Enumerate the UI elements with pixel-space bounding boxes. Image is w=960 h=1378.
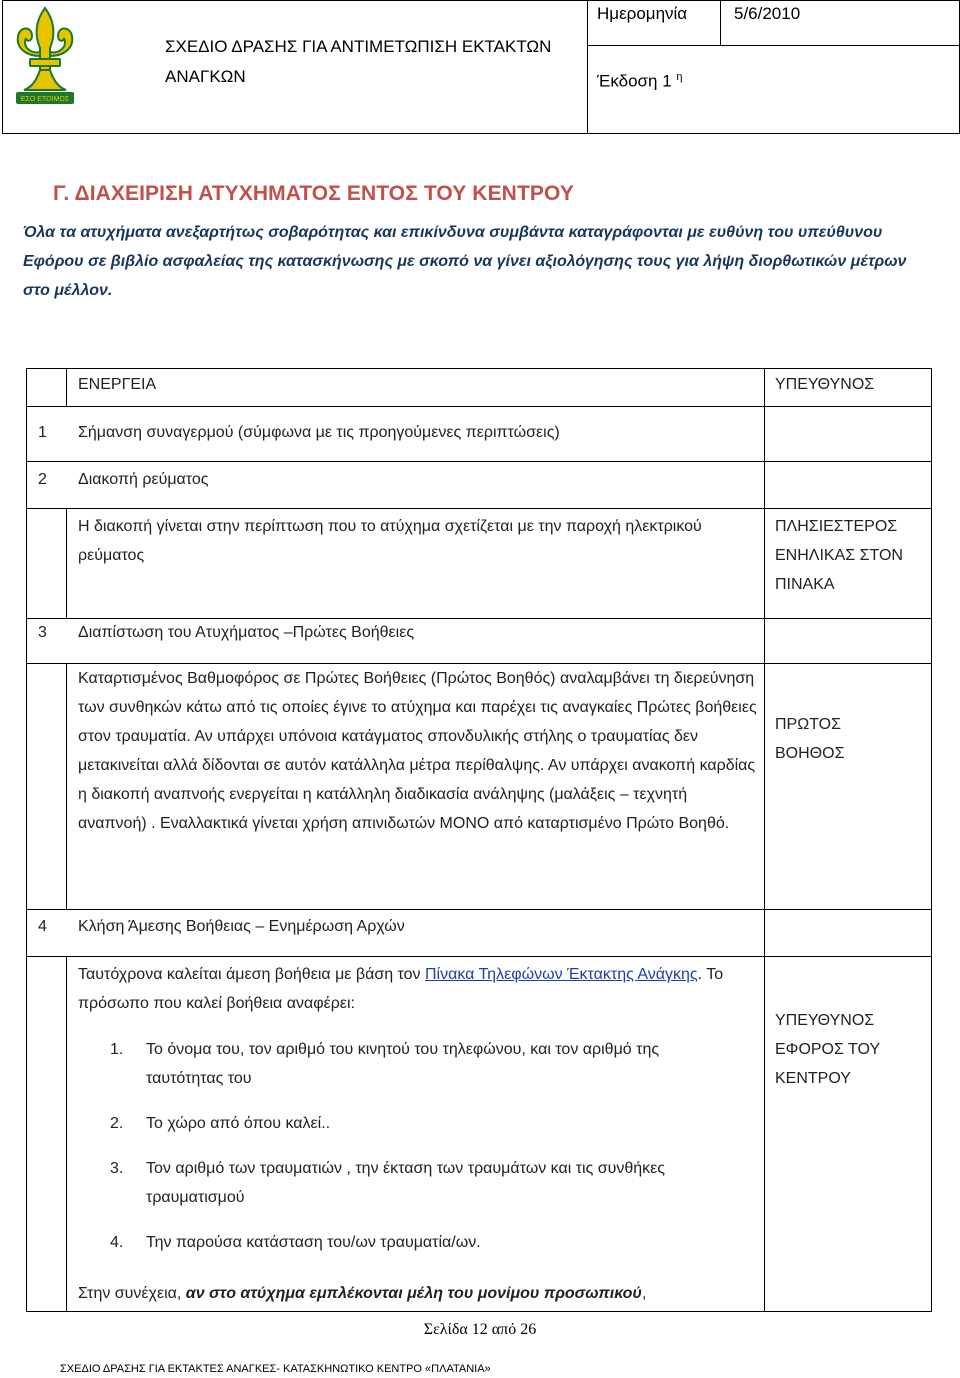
edition-text: Έκδοση 1 [597, 71, 672, 91]
list-item [110, 1035, 730, 1093]
row-action: Κλήση Άμεσης Βοήθειας – Ενημέρωση Αρχών [78, 918, 405, 935]
detail-text: . Το πρόσωπο που καλεί βοήθεια αναφέρει: [78, 966, 724, 1012]
column-header-action: ΕΝΕΡΓΕΙΑ [78, 376, 157, 393]
detail-text: Στην συνέχεια, [78, 1285, 186, 1302]
row-detail: Καταρτισμένος Βαθμοφόρος σε Πρώτες Βοήθειες (Πρώτος Βοηθός) αναλαμβάνει τη διερεύνηση των συνθηκών κάτω από τις οποίες έγινε το ατύχημα και παρέχει τις αναγκαίες Πρώτες βοήθειες στον τραυματία. Αν υπάρχει υπόνοια κατάγματος σπονδυλικής στήλης ο τραυματίας δεν μετακινείται αλλά δίδονται σε αυτόν κατάλληλα μέτρα περίθαλψης. Αν υπάρχει ανακοπή καρδίας η διακοπή αναπνοής ενεργείται η κατάλληλη διαδικασία ανάληψης (μαλάξεις – τεχνητή αναπνοή) . Εναλλακτικά γίνεται χρήση απινιδωτών ΜΟΝΟ από καταρτισμένο Πρώτο Βοηθό. [78, 670, 757, 832]
detail-text: , [641, 1285, 647, 1302]
list-item-number: 4. [110, 1234, 124, 1251]
list-item [110, 1109, 730, 1138]
list-item-text: Το χώρο από όπου καλεί.. [146, 1115, 331, 1132]
row-number: 3 [38, 624, 47, 641]
page-number: Σελίδα 12 από 26 [423, 1321, 537, 1338]
list-item [110, 1154, 730, 1212]
emergency-phones-link[interactable]: Πίνακα Τηλεφώνων Έκτακτης Ανάγκης [425, 966, 698, 983]
row-responsible: ΠΛΗΣΙΕΣΤΕΡΟΣ ΕΝΗΛΙΚΑΣ ΣΤΟΝ ΠΙΝΑΚΑ [775, 518, 903, 593]
row-number: 2 [38, 471, 47, 488]
scout-fleur-de-lis-logo [10, 4, 80, 108]
list-item-text: Το όνομα του, τον αριθμό του κινητού του τηλεφώνου, και τον αριθμό της ταυτότητας του [146, 1041, 660, 1087]
emphasis-text: αν στο ατύχημα εμπλέκονται μέλη του μονίμου προσωπικού [185, 1285, 642, 1302]
detail-text: Ταυτόχρονα καλείται άμεση βοήθεια με βάση τον [78, 966, 425, 983]
list-item-number: 2. [110, 1115, 124, 1132]
row-action: Διαπίστωση του Ατυχήματος –Πρώτες Βοήθειες [78, 624, 415, 641]
footer-document-title: ΣΧΕΔΙΟ ΔΡΑΣΗΣ ΓΙΑ ΕΚΤΑΚΤΕΣ ΑΝΑΓΚΕΣ- ΚΑΤΑΣΚΗΝΩΤΙΚΟ ΚΕΝΤΡΟ «ΠΛΑΤΑΝΙΑ» [60, 1363, 491, 1375]
column-header-responsible: ΥΠΕΥΘΥΝΟΣ [775, 376, 875, 393]
date-label: Ημερομηνία [597, 4, 688, 23]
edition-label [597, 71, 683, 92]
report-steps-list [110, 1035, 730, 1257]
list-item-number: 3. [110, 1160, 124, 1177]
date-value: 5/6/2010 [734, 4, 801, 23]
row-detail: Η διακοπή γίνεται στην περίπτωση που το ατύχημα σχετίζεται με την παροχή ηλεκτρικού ρεύματος [78, 518, 702, 564]
list-item-text: Την παρούσα κατάσταση του/ων τραυματία/ων. [146, 1234, 481, 1251]
actions-table [26, 368, 932, 1312]
row-continuation [78, 1279, 758, 1308]
document-title: ΣΧΕΔΙΟ ΔΡΑΣΗΣ ΓΙΑ ΑΝΤΙΜΕΤΩΠΙΣΗ ΕΚΤΑΚΤΩΝ ΑΝΑΓΚΩΝ [165, 37, 552, 86]
section-title: Γ. ΔΙΑΧΕΙΡΙΣΗ ΑΤΥΧΗΜΑΤΟΣ ΕΝΤΟΣ ΤΟΥ ΚΕΝΤΡΟΥ [53, 182, 574, 205]
row-number: 1 [38, 424, 47, 441]
row-action: Σήμανση συναγερμού (σύμφωνα με τις προηγούμενες περιπτώσεις) [78, 424, 560, 441]
logo-motto: ΕΣΟ ΕΤΟΙΜΟΣ [20, 96, 70, 103]
list-item-text: Τον αριθμό των τραυματιών , την έκταση των τραυμάτων και τις συνθήκες τραυματισμού [146, 1160, 666, 1206]
row-detail [78, 960, 748, 1018]
row-action: Διακοπή ρεύματος [78, 471, 209, 488]
list-item [110, 1228, 730, 1257]
row-responsible: ΠΡΩΤΟΣ ΒΟΗΘΟΣ [775, 716, 845, 762]
row-number: 4 [38, 918, 47, 935]
row-responsible: ΥΠΕΥΘΥΝΟΣ ΕΦΟΡΟΣ ΤΟΥ ΚΕΝΤΡΟΥ [775, 1012, 880, 1087]
list-item-number: 1. [110, 1041, 124, 1058]
section-intro: Όλα τα ατυχήματα ανεξαρτήτως σοβαρότητας και επικίνδυνα συμβάντα καταγράφονται με ευθύνη του υπεύθυνου Εφόρου σε βιβλίο ασφαλείας της κατασκήνωσης με σκοπό να γίνει αξιολόγησης τους για λήψη διορθωτικών μέτρων στο μέλλον. [23, 224, 907, 299]
edition-superscript: η [676, 71, 683, 83]
